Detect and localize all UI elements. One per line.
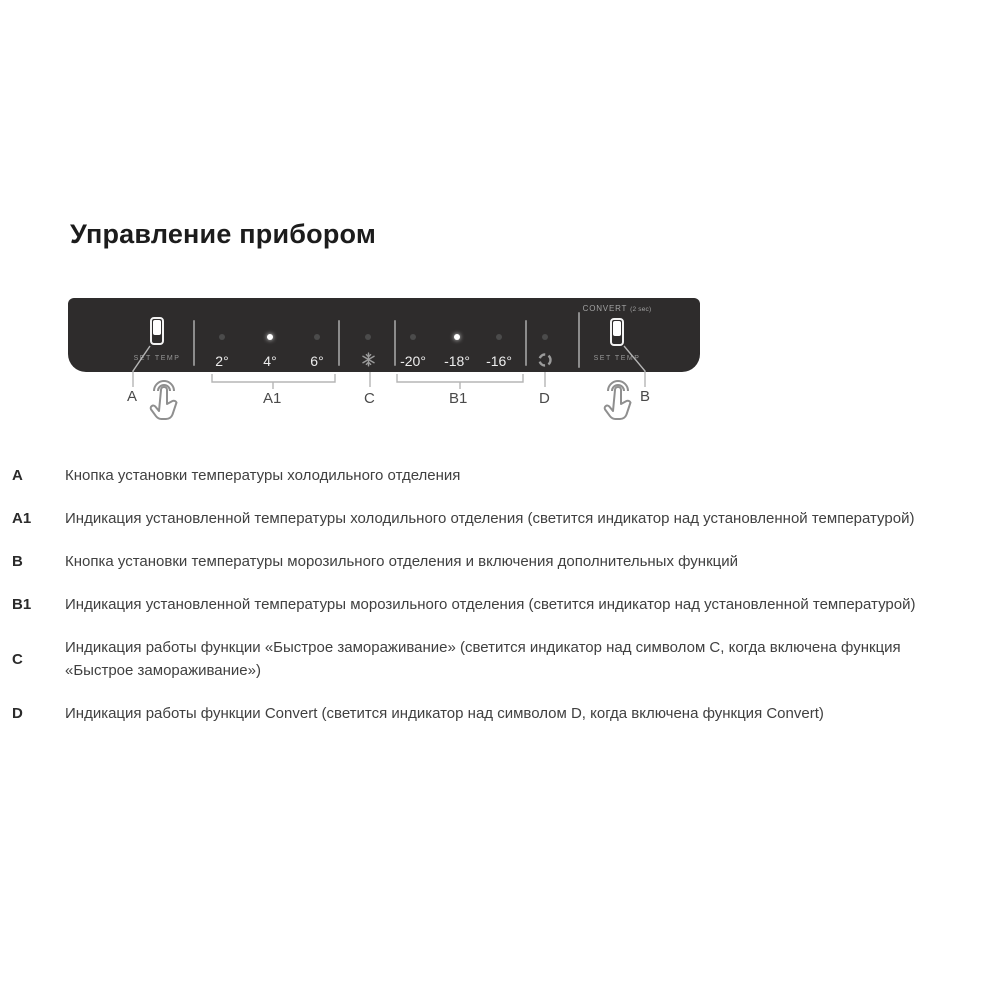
legend-term: D — [12, 705, 23, 722]
button-inner-highlight — [613, 321, 621, 336]
freezer-set-temp-label: SET TEMP — [593, 355, 641, 362]
freezer-temp-indicator — [391, 334, 435, 368]
legend-row — [12, 636, 960, 682]
touch-hand-icon — [142, 376, 186, 426]
fridge-set-temp-button-icon — [150, 317, 164, 345]
freezer-temp-indicator — [435, 334, 479, 368]
legend-desc: Индикация работы функции «Быстрое замораживание» (светится индикатор над символом C, когда включена функция «Быстрое замораживание») — [65, 639, 901, 679]
callout-label-b: B — [640, 388, 651, 405]
callout-label-a1: A1 — [263, 390, 282, 407]
legend-term: B — [12, 553, 23, 570]
legend-row — [12, 702, 960, 725]
legend-desc: Кнопка установки температуры холодильного отделения — [65, 467, 461, 484]
legend-desc: Индикация установленной температуры холодильного отделения (светится индикатор над установленной температурой) — [65, 510, 915, 527]
indicator-dot — [454, 334, 460, 340]
callout-label-d: D — [539, 390, 550, 407]
callout-label-a: A — [127, 388, 138, 405]
legend-row — [12, 593, 960, 616]
legend-desc: Индикация работы функции Convert (светится индикатор над символом D, когда включена функция Convert) — [65, 705, 824, 722]
fridge-temp-indicator — [295, 334, 339, 368]
control-panel — [68, 298, 700, 372]
temp-label: -16° — [486, 353, 512, 369]
callout-bracket-a1 — [212, 374, 335, 389]
fast-freeze-indicator — [346, 334, 390, 368]
indicator-dot — [267, 334, 273, 340]
fridge-temp-indicator — [248, 334, 292, 368]
legend-row — [12, 550, 960, 573]
legend-term: A1 — [12, 510, 32, 527]
temp-label: -20° — [400, 353, 426, 369]
indicator-dot — [365, 334, 371, 340]
panel-divider — [193, 320, 195, 366]
temp-label: 4° — [263, 353, 277, 369]
legend-desc: Индикация установленной температуры морозильного отделения (светится индикатор над установленной температурой) — [65, 596, 916, 613]
legend-term: C — [12, 650, 23, 668]
convert-hold-time: (2 sec) — [630, 306, 652, 313]
indicator-dot — [542, 334, 548, 340]
callout-bracket-b1 — [397, 374, 523, 389]
callout-label-c: C — [364, 390, 375, 407]
callout-label-b1: B1 — [449, 390, 468, 407]
legend-desc: Кнопка установки температуры морозильного отделения и включения дополнительных функций — [65, 553, 738, 570]
legend-row — [12, 464, 960, 487]
temp-label: 2° — [215, 353, 229, 369]
legend-term: B1 — [12, 596, 32, 613]
freezer-temp-indicator — [477, 334, 521, 368]
panel-divider — [338, 320, 340, 366]
legend-term: A — [12, 467, 23, 484]
indicator-dot — [219, 334, 225, 340]
convert-hold-label — [557, 304, 677, 313]
indicator-dot — [496, 334, 502, 340]
indicator-dot — [410, 334, 416, 340]
legend-row — [12, 507, 960, 530]
convert-icon — [537, 352, 553, 368]
convert-indicator — [523, 334, 567, 368]
convert-text: CONVERT — [582, 304, 628, 313]
freezer-set-temp-button-icon — [610, 318, 624, 346]
touch-hand-icon — [596, 376, 640, 426]
panel-divider — [578, 312, 580, 368]
indicator-dot — [314, 334, 320, 340]
legend — [12, 464, 960, 745]
button-inner-highlight — [153, 320, 161, 335]
page-title: Управление прибором — [70, 219, 377, 249]
fridge-temp-indicator — [200, 334, 244, 368]
temp-label: -18° — [444, 353, 470, 369]
fridge-set-temp-label: SET TEMP — [133, 355, 181, 362]
temp-label: 6° — [310, 353, 324, 369]
snowflake-icon — [361, 352, 376, 368]
